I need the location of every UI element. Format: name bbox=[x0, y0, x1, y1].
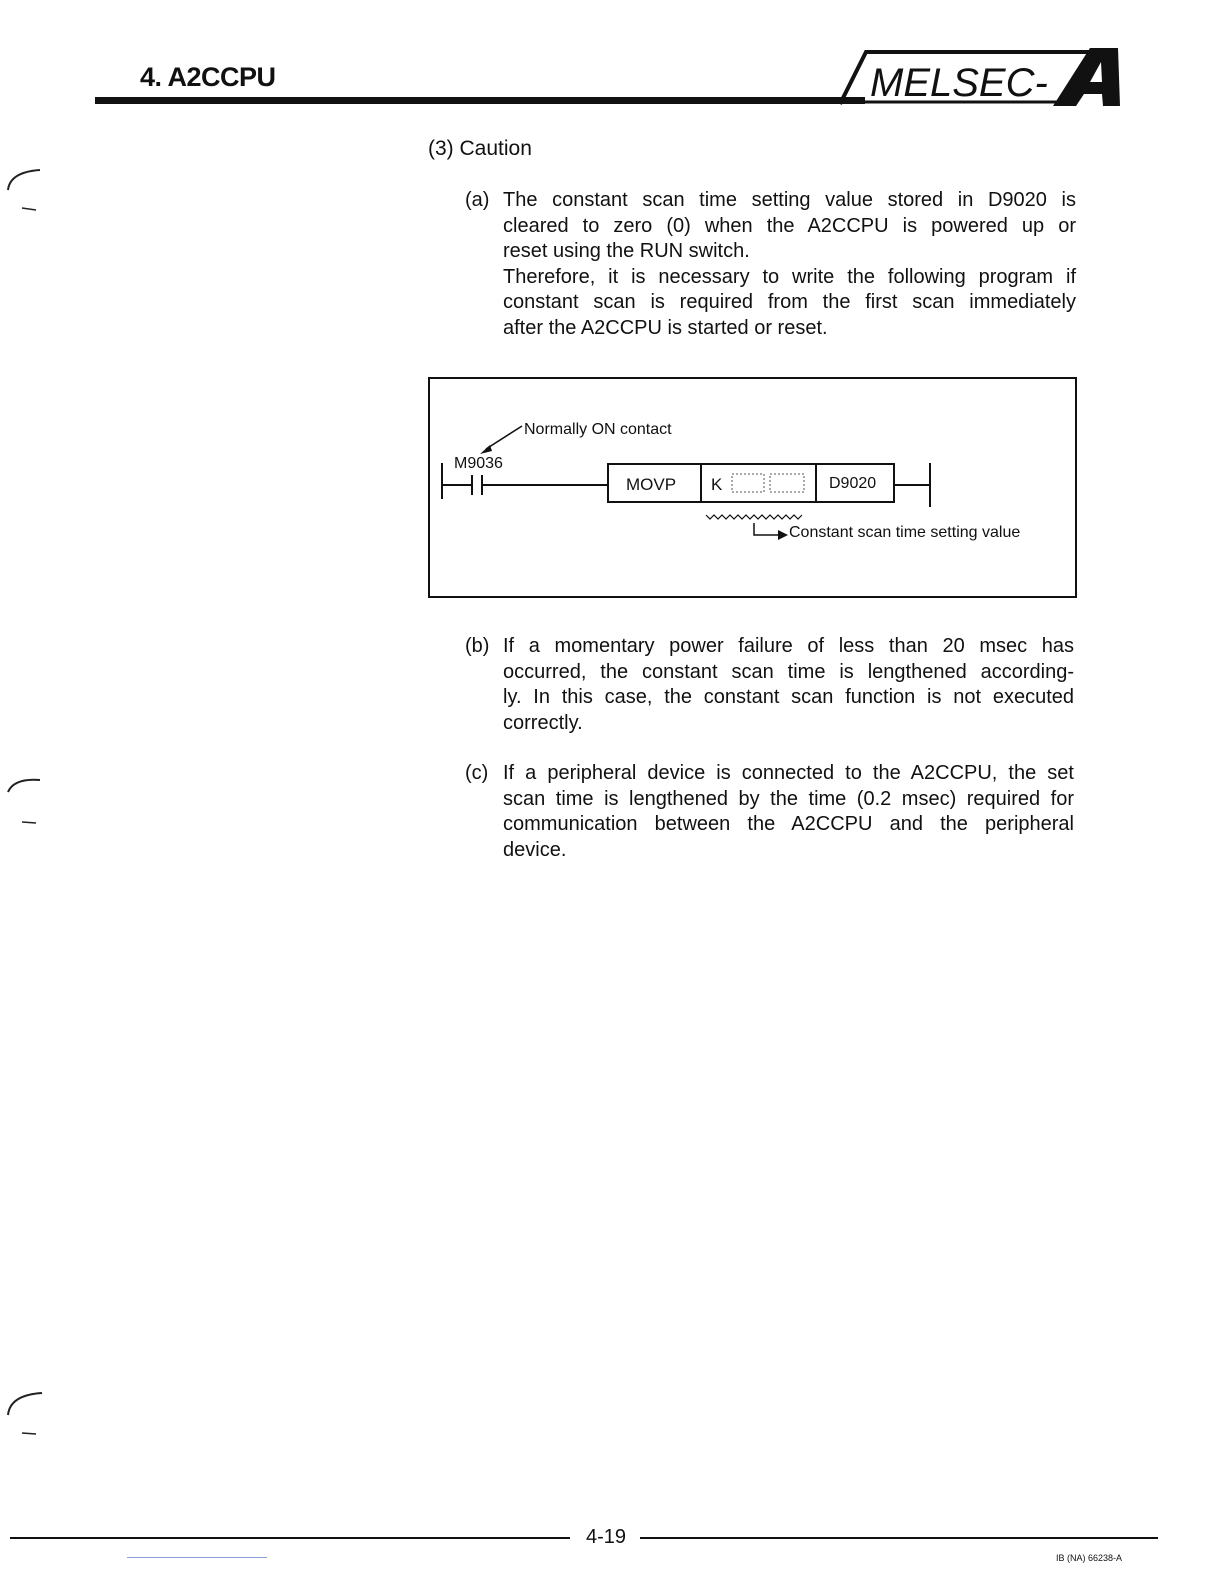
item-line: ly. In this case, the constant scan function is not executed bbox=[503, 686, 1074, 708]
item-line: correctly. bbox=[503, 711, 583, 734]
document-code: IB (NA) 66238-A bbox=[1056, 1553, 1123, 1563]
item-marker: (c) bbox=[465, 762, 489, 784]
brand-text: MELSEC- bbox=[870, 61, 1048, 105]
header-rule bbox=[95, 97, 865, 104]
footer-rule-right bbox=[640, 1537, 1158, 1539]
setting-note: Constant scan time setting value bbox=[789, 524, 1021, 541]
item-line: after the A2CCPU is started or reset. bbox=[503, 316, 828, 339]
item-line: If a peripheral device is connected to the A2CCPU, the set bbox=[503, 762, 1074, 784]
item-line: communication between the A2CCPU and the peripheral bbox=[503, 813, 1074, 835]
footer-blue-rule bbox=[127, 1557, 267, 1558]
binder-mark bbox=[0, 770, 45, 830]
item-marker: (b) bbox=[465, 635, 490, 657]
item-line: cleared to zero (0) when the A2CCPU is powered up or bbox=[503, 214, 1076, 237]
caution-item-b bbox=[465, 634, 1077, 744]
item-line: If a momentary power failure of less than 20 msec has bbox=[503, 635, 1074, 657]
instruction-label: MOVP bbox=[626, 475, 677, 494]
caution-item-c bbox=[465, 761, 1077, 871]
ladder-diagram bbox=[428, 377, 1077, 598]
caution-item-a bbox=[465, 188, 1077, 348]
chapter-title: 4. A2CCPU bbox=[140, 62, 276, 92]
normally-on-note: Normally ON contact bbox=[524, 421, 672, 438]
item-line: occurred, the constant scan time is lengthened according- bbox=[503, 660, 1074, 683]
brand-logo bbox=[840, 44, 1130, 115]
item-line: scan time is lengthened by the time (0.2 msec) required for bbox=[503, 787, 1074, 810]
footer-rule-left bbox=[10, 1537, 570, 1539]
page-number: 4-19 bbox=[586, 1526, 627, 1548]
item-line: constant scan is required from the first scan immediately bbox=[503, 291, 1076, 313]
ladder-diagram-graphic bbox=[430, 379, 1075, 596]
item-line: reset using the RUN switch. bbox=[503, 240, 750, 262]
binder-mark bbox=[0, 160, 45, 220]
item-line: device. bbox=[503, 838, 567, 861]
section-heading: (3) Caution bbox=[428, 137, 532, 160]
item-line: The constant scan time setting value stored in D9020 is bbox=[503, 189, 1076, 211]
item-line: Therefore, it is necessary to write the following program if bbox=[503, 265, 1076, 288]
item-marker: (a) bbox=[465, 189, 490, 211]
destination-label: D9020 bbox=[829, 475, 877, 492]
constant-prefix: K bbox=[711, 475, 723, 494]
contact-label: M9036 bbox=[454, 455, 503, 472]
binder-mark bbox=[0, 1385, 45, 1445]
